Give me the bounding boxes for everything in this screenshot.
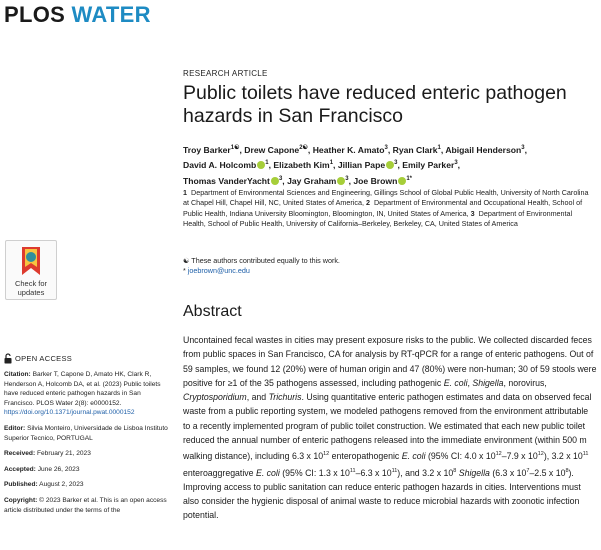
affiliation-text: Department of Environmental Health, School of Public Health, University of California–Berkeley, Berkeley, CA, United States of America: [183, 208, 573, 229]
orcid-icon[interactable]: [386, 161, 394, 169]
accepted-label: Accepted:: [4, 465, 36, 473]
crossmark-badge[interactable]: [5, 240, 57, 300]
journal-logo-plos: PLOS: [4, 2, 66, 27]
editor-label: Editor:: [4, 424, 26, 432]
equal-contribution-note: ☯ These authors contributed equally to this work.: [183, 256, 340, 265]
article-title: Public toilets have reduced enteric pathogen hazards in San Francisco: [183, 82, 567, 127]
published-date: [4, 480, 168, 490]
journal-logo-water: WATER: [71, 2, 151, 27]
citation-text: Barker T, Capone D, Amato HK, Clark R, Henderson A, Holcomb DA, et al. (2023) Public toilets have reduced enteric pathogen hazards in San Francisco. PLOS Water 2(8): e0000152.: [4, 371, 161, 407]
received-label: Received:: [4, 450, 36, 458]
affiliation-num: 3: [470, 208, 475, 218]
journal-logo[interactable]: [4, 2, 151, 28]
copyright-text: © 2023 Barker et al. This is an open access article distributed under the terms of the: [4, 496, 167, 514]
affiliation-text: Department of Environmental Sciences and Engineering, Gillings School of Global Public Health, University of North Carolina at Chapel Hill, Chapel Hill, NC, United States of America,: [183, 188, 589, 208]
editor: [4, 424, 168, 443]
accepted-value: June 26, 2023: [35, 465, 80, 473]
open-access-lock-icon: [4, 353, 12, 364]
citation: [4, 370, 168, 418]
author-notes: [183, 256, 595, 277]
crossmark-line-1: Check for: [14, 279, 48, 288]
published-label: Published:: [4, 481, 38, 489]
open-access-label: OPEN ACCESS: [15, 353, 73, 363]
crossmark-icon: [20, 245, 42, 277]
author[interactable]: Troy Barker$^{1☯}$: [183, 144, 240, 155]
author[interactable]: Ryan Clark$^1$: [392, 144, 441, 155]
accepted-date: [4, 465, 168, 475]
article-type: RESEARCH ARTICLE: [183, 69, 268, 78]
orcid-icon[interactable]: [271, 177, 279, 185]
author[interactable]: Jillian Pape $^3$: [337, 160, 398, 171]
author[interactable]: Thomas VanderYacht $^3$: [183, 175, 283, 186]
citation-label: Citation:: [4, 371, 31, 378]
author[interactable]: Drew Capone$^{2☯}$: [244, 144, 308, 155]
abstract-heading: Abstract: [183, 303, 242, 320]
doi-link[interactable]: https://doi.org/10.1371/journal.pwat.0000152: [4, 409, 135, 417]
editor-text: Silvia Monteiro, Universidade de Lisboa Instituto Superior Tecnico, PORTUGAL: [4, 424, 168, 442]
crossmark-label: [6, 279, 56, 297]
affiliation-num: 1: [183, 188, 187, 197]
author[interactable]: Elizabeth Kim$^1$: [273, 160, 334, 171]
author[interactable]: Emily Parker$^3$: [402, 160, 458, 171]
received-date: [4, 449, 168, 459]
copyright-label: Copyright:: [4, 496, 38, 504]
left-sidebar: [4, 353, 168, 515]
copyright: [4, 496, 168, 515]
open-access-badge: [4, 353, 168, 364]
affiliation-text: Department of Environmental and Occupational Health, School of Public Health, Indiana University Bloomington, Bloomington, IN, United States of America,: [183, 198, 583, 218]
received-value: February 21, 2023: [35, 450, 91, 458]
published-value: August 2, 2023: [37, 481, 84, 489]
author[interactable]: Jay Graham $^3$: [287, 175, 349, 186]
corresponding-author: * joebrown@unc.edu: [183, 266, 250, 276]
author[interactable]: Heather K. Amato$^3$: [312, 144, 388, 155]
author-list: Troy Barker$^{1☯}$, Drew Capone$^{2☯}$, Heather K. Amato$^3$, Ryan Clark$^1$, Abigail Henderson$^3$, David A. Holcomb $^1$, Elizabeth Kim$^1$, Jillian Pape $^3$, Emily Parker$^3$, Thomas VanderYacht $^3$, Jay Graham $^3$, Joe Brown $^{1*}$: [183, 144, 527, 186]
author[interactable]: David A. Holcomb $^1$: [183, 160, 269, 171]
author[interactable]: Joe Brown $^{1*}$: [353, 175, 413, 186]
abstract-text: Uncontained fecal wastes in cities may present exposure risks to the public. We collected discarded feces from public spaces in San Francisco, CA for analysis by RT-qPCR for a range of enteric pathogens. Out of 59 samples, we found 12 (20%) were of human origin and 47 (80%) were non-human; 30 of 59 stools were positive for ≥1 of the 35 pathogens assessed, including pathogenic E. coli, Shigella, norovirus, Cryptosporidium, and Trichuris. Using quantitative enteric pathogen estimates and data on observed fecal waste from a public reporting system, we modeled pathogens removed from the environment attributable to a recently implemented program of public toilet construction. We estimated that each new public toilet reduced the annual number of enteric pathogens released into the immediate environment (within 500 m walking distance), including 6.3 x $10^{12}$ enteropathogenic E. coli (95% CI: 4.0 x $10^{12}-7.9$ x $10^{12}$), 3.2 x $10^{11}$ enteroaggregative E. coli (95% CI: 1.3 x $10^{11}-6.3$ x $10^{11}$), and 3.2 x $10^8$ Shigella (6.3 x $10^7-2.5$ x $10^8$). Improving access to public sanitation can reduce enteric pathogen hazards in cities. Interventions must also consider the hygienic disposal of animal waste to reduce microbial hazards with zoonotic infection potential.: [183, 335, 597, 521]
author[interactable]: Abigail Henderson$^3$: [445, 144, 525, 155]
crossmark-line-2: updates: [17, 288, 45, 297]
corresponding-email-link[interactable]: joebrown@unc.edu: [187, 266, 250, 276]
affiliation-num: 2: [365, 198, 370, 208]
affiliations: [183, 188, 595, 230]
